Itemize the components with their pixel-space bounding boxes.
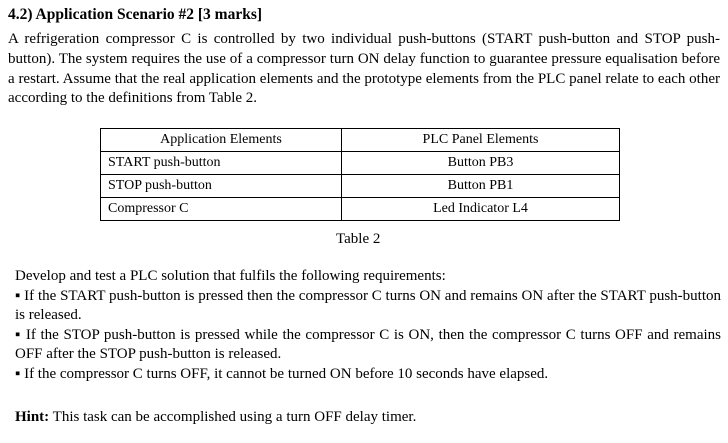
requirement-item: ▪ If the START push-button is pressed then the compressor C turns ON and remains ON after the START push-button is released.: [15, 287, 721, 324]
intro-paragraph: A refrigeration compressor C is controlled by two individual push-buttons (START push-button and STOP push-button). The system requires the use of a compressor turn ON delay function to guarantee pressure equalisation before a restart. Assume that the real application elements and the prototype elements from the PLC panel relate to each other according to the definitions from Table 2.: [8, 31, 720, 107]
table-cell-plc: Button PB1: [342, 175, 620, 198]
hint-text: This task can be accomplished using a turn OFF delay timer.: [52, 409, 417, 425]
hint-line: [15, 407, 416, 427]
requirements-lead: Develop and test a PLC solution that fulfils the following requirements:: [15, 268, 446, 284]
section-heading: 4.2) Application Scenario #2 [3 marks]: [8, 6, 263, 23]
table-header-row: [101, 129, 620, 152]
table-cell-plc: Button PB3: [342, 152, 620, 175]
header-plc-panel-elements: PLC Panel Elements: [342, 129, 620, 152]
table-cell-application: START push-button: [101, 152, 342, 175]
table-cell-application: Compressor C: [101, 198, 342, 221]
requirements-block: [15, 267, 721, 385]
hint-label: Hint:: [15, 409, 50, 425]
requirement-item: ▪ If the compressor C turns OFF, it cannot be turned ON before 10 seconds have elapsed.: [15, 365, 549, 382]
table-caption: Table 2: [336, 231, 381, 247]
table-cell-application: STOP push-button: [101, 175, 342, 198]
table-row: [101, 175, 620, 198]
table-row: [101, 152, 620, 175]
elements-table: [100, 128, 620, 221]
table-cell-plc: Led Indicator L4: [342, 198, 620, 221]
header-application-elements: Application Elements: [101, 129, 342, 152]
table-row: [101, 198, 620, 221]
requirement-item: ▪ If the STOP push-button is pressed while the compressor C is ON, then the compressor C turns OFF and remains OFF after the STOP push-button is released.: [15, 326, 721, 363]
